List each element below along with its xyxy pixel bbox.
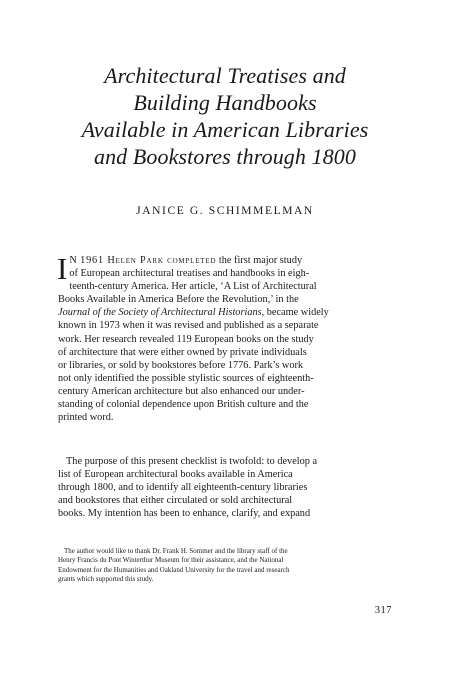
journal-tail: , became widely <box>261 307 329 319</box>
title-line-1: Architectural Treatises and <box>104 63 346 88</box>
footnote <box>58 547 392 585</box>
paragraph-1-line-7: work. Her research revealed 119 European books on the study <box>58 333 314 345</box>
paragraph-2 <box>58 455 392 520</box>
paragraph-2-line-4: and bookstores that either circulated or sold architectural <box>58 495 293 507</box>
author-name: JANICE G. SCHIMMELMAN <box>136 205 314 217</box>
footnote-line-2: Henry Francis du Pont Winterthur Museum for their assistance, and the National <box>58 556 284 565</box>
paragraph-2-line-2: list of European architectural books available in America <box>58 469 293 481</box>
footnote-line-3: Endowment for the Humanities and Oakland University for the travel and research <box>58 565 290 574</box>
paragraph-1 <box>57 251 392 424</box>
drop-cap: I <box>57 251 68 286</box>
paragraph-1-line-3: teenth-century America. Her article, ‘A List of Architectural <box>69 281 317 293</box>
title-line-4: and Bookstores through 1800 <box>93 144 356 169</box>
footnote-line-4: grants which supported this study. <box>58 575 154 584</box>
paragraph-1-line-6: known in 1973 when it was revised and published as a separate <box>58 320 319 332</box>
title-line-3: Available in American Libraries <box>81 117 369 142</box>
paragraph-1-line-11: century American architecture but also enhanced our under- <box>58 385 305 397</box>
article-title <box>40 62 410 170</box>
drop-cap-rest: N <box>69 255 78 266</box>
paragraph-1-line-9: or libraries, or sold by bookstores before 1776. Park’s work <box>58 359 304 371</box>
title-line-2: Building Handbooks <box>133 90 317 115</box>
paragraph-1-line-4: Books Available in America Before the Revolution,’ in the <box>58 294 299 306</box>
opening-small-caps: 1961 Helen Park completed <box>80 255 217 266</box>
paragraph-2-line-3: through 1800, and to identify all eighteenth-century libraries <box>58 482 308 494</box>
paragraph-1-line-12: standing of colonial dependence upon British culture and the <box>58 399 309 411</box>
paragraph-1-line-5 <box>58 306 392 319</box>
paragraph-1-line-8: of architecture that were either owned by private individuals <box>58 346 307 358</box>
footnote-line-1: The author would like to thank Dr. Frank H. Sommer and the library staff of the <box>64 547 288 555</box>
line-1-tail: the first major study <box>218 255 303 266</box>
paragraph-1-line-2: of European architectural treatises and handbooks in eigh- <box>69 268 310 280</box>
journal-title: Journal of the Society of Architectural Historians <box>58 307 262 319</box>
paragraph-2-line-5: books. My intention has been to enhance, clarify, and expand <box>58 508 311 520</box>
paragraph-1-line-10: not only identified the possible stylistic sources of eighteenth- <box>58 372 314 384</box>
page-number: 317 <box>374 605 392 616</box>
paragraph-2-line-1: The purpose of this present checklist is twofold: to develop a <box>66 456 318 467</box>
paragraph-1-line-13: printed word. <box>58 412 114 424</box>
